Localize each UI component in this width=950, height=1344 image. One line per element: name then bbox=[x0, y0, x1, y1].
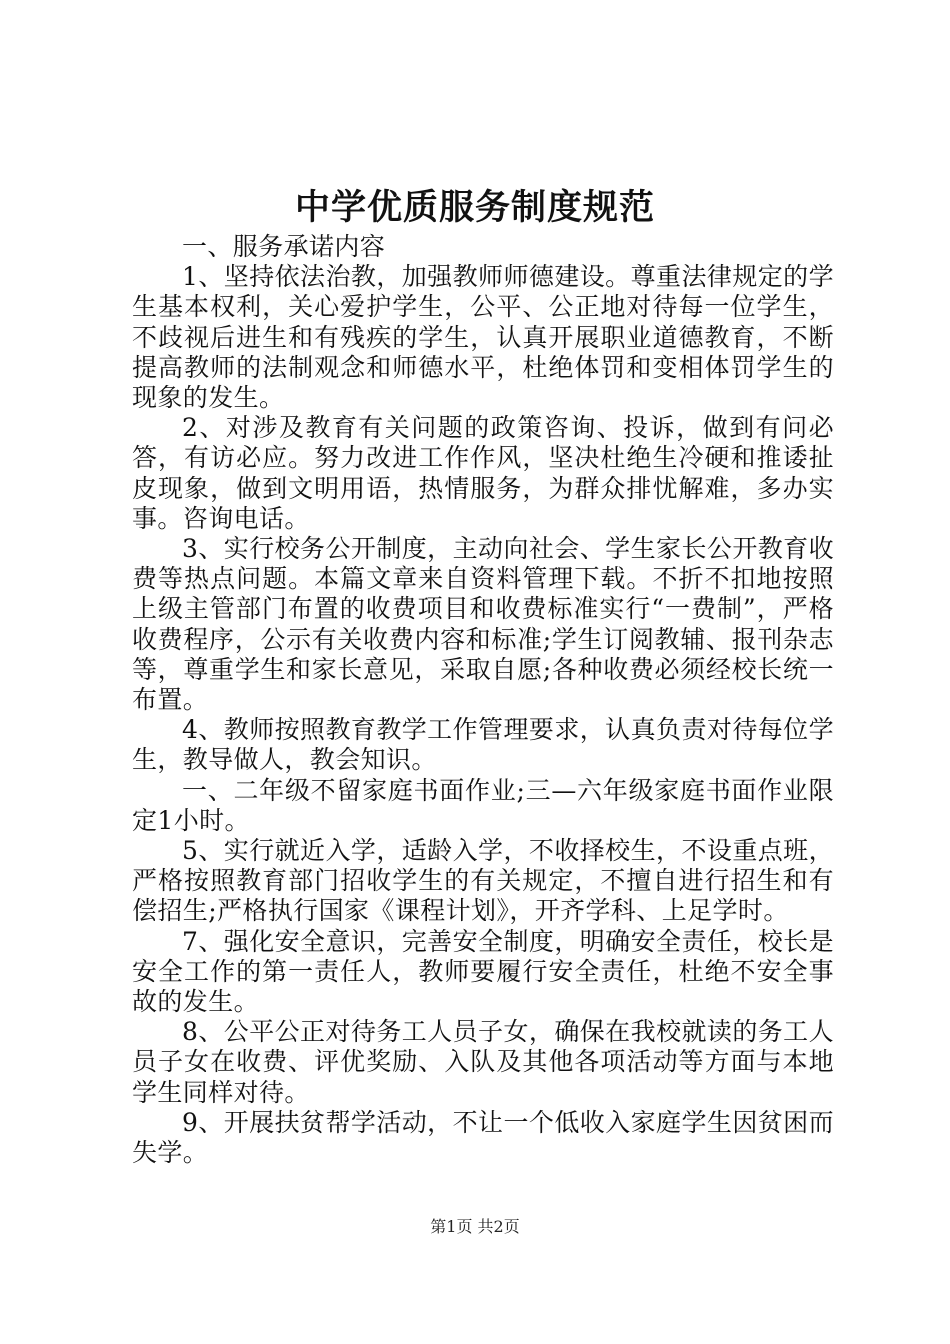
document-body bbox=[132, 232, 834, 1168]
paragraph-item-2: 2、对涉及教育有关问题的政策咨询、投诉，做到有问必答，有访必应。努力改进工作作风，坚决杜绝生冷硬和推诿扯皮现象，做到文明用语，热情服务，为群众排忧解难，多办实事。咨询电话。 bbox=[132, 413, 834, 533]
paragraph-item-5: 5、实行就近入学，适龄入学，不收择校生，不设重点班，严格按照教育部门招收学生的有关规定，不擅自进行招生和有偿招生;严格执行国家《课程计划》，开齐学科、上足学时。 bbox=[132, 836, 834, 926]
paragraph-item-1: 1、坚持依法治教，加强教师师德建设。尊重法律规定的学生基本权利，关心爱护学生，公平、公正地对待每一位学生，不歧视后进生和有残疾的学生，认真开展职业道德教育，不断提高教师的法制观念和师德水平，杜绝体罚和变相体罚学生的现象的发生。 bbox=[132, 262, 834, 413]
paragraph-item-3: 3、实行校务公开制度，主动向社会、学生家长公开教育收费等热点问题。本篇文章来自资料管理下载。不折不扣地按照上级主管部门布置的收费项目和收费标准实行“一费制”，严格收费程序，公示有关收费内容和标准;学生订阅教辅、报刊杂志等，尊重学生和家长意见，采取自愿;各种收费必须经校长统一布置。 bbox=[132, 534, 834, 715]
paragraph-homework: 一、二年级不留家庭书面作业;三—六年级家庭书面作业限定1小时。 bbox=[132, 775, 834, 835]
paragraph-item-7: 7、强化安全意识，完善安全制度，明确安全责任，校长是安全工作的第一责任人，教师要履行安全责任，杜绝不安全事故的发生。 bbox=[132, 926, 834, 1017]
section-heading: 一、服务承诺内容 bbox=[182, 232, 386, 261]
page-footer: 第1页 共2页 bbox=[430, 1217, 520, 1236]
paragraph-item-4: 4、教师按照教育教学工作管理要求，认真负责对待每位学生，教导做人，教会知识。 bbox=[132, 715, 834, 775]
paragraph-item-8: 8、公平公正对待务工人员子女，确保在我校就读的务工人员子女在收费、评优奖励、入队及其他各项活动等方面与本地学生同样对待。 bbox=[132, 1017, 834, 1107]
document-title: 中学优质服务制度规范 bbox=[294, 187, 655, 228]
paragraph-item-9: 9、开展扶贫帮学活动，不让一个低收入家庭学生因贫困而失学。 bbox=[132, 1107, 834, 1168]
